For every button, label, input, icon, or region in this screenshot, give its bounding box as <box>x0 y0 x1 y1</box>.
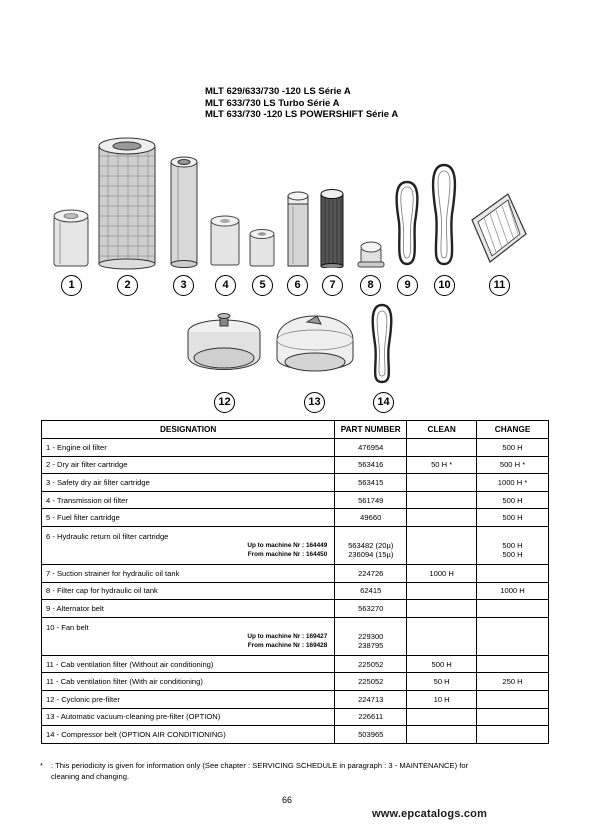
cell-designation: 4 - Transmission oil filter <box>42 491 335 509</box>
table-row <box>42 564 549 582</box>
part-number-badge-1: 1 <box>61 275 82 296</box>
cell-designation: 11 - Cab ventilation filter (Without air conditioning) <box>42 655 335 673</box>
column-header-change: CHANGE <box>477 421 549 439</box>
part-number-badge-8: 8 <box>360 275 381 296</box>
footnote-asterisk: * <box>40 761 43 770</box>
cell-part-number: 225052 <box>335 655 407 673</box>
cell-change: 500 H <box>477 509 549 527</box>
part-number-1: 229300 <box>358 631 384 641</box>
suction-strainer-image <box>318 186 346 268</box>
table-row <box>42 617 549 655</box>
part-number-badge-3: 3 <box>173 275 194 296</box>
table-row <box>42 456 549 474</box>
cell-designation: 13 - Automatic vacuum-cleaning pre-filter (OPTION) <box>42 708 335 726</box>
part-number-1: 563482 (20µ) <box>348 540 394 550</box>
table-row <box>42 708 549 726</box>
cell-part-number: 224726 <box>335 564 407 582</box>
part-number-badge-10: 10 <box>434 275 455 296</box>
table-row <box>42 474 549 492</box>
cell-designation: 1 - Engine oil filter <box>42 439 335 457</box>
cell-change <box>477 708 549 726</box>
part-number-badge-9: 9 <box>397 275 418 296</box>
column-header-designation: DESIGNATION <box>42 421 335 439</box>
table-row <box>42 526 549 564</box>
part-number-badge-6: 6 <box>287 275 308 296</box>
cyclonic-prefilter-image <box>184 312 264 386</box>
cell-clean <box>407 582 477 600</box>
cell-clean <box>407 600 477 618</box>
model-line-3: MLT 633/730 -120 LS POWERSHIFT Série A <box>205 109 399 120</box>
cell-part-number <box>335 617 407 655</box>
watermark: www.epcatalogs.com <box>372 808 488 820</box>
column-header-clean: CLEAN <box>407 421 477 439</box>
engine-oil-filter-image <box>52 206 90 268</box>
model-line-1: MLT 629/633/730 -120 LS Série A <box>205 86 351 97</box>
cell-clean: 10 H <box>407 690 477 708</box>
cell-part-number: 62415 <box>335 582 407 600</box>
vacuum-prefilter-image <box>273 304 357 386</box>
footnote-line-1: : This periodicity is given for information only (See chapter : SERVICING SCHEDULE in paragraph : 3 - MAINTENANCE) for <box>51 761 469 770</box>
cell-clean <box>407 509 477 527</box>
compressor-belt-image <box>368 302 396 386</box>
cell-clean <box>407 439 477 457</box>
cell-designation: 14 - Compressor belt (OPTION AIR CONDITIONING) <box>42 726 335 744</box>
cell-change: 1000 H <box>477 582 549 600</box>
cell-designation <box>42 617 335 655</box>
table-row <box>42 673 549 691</box>
cell-part-number: 563270 <box>335 600 407 618</box>
part-number-badge-12: 12 <box>214 392 235 413</box>
table-header-row <box>42 421 549 439</box>
cell-designation: 3 - Safety dry air filter cartridge <box>42 474 335 492</box>
cell-change <box>477 564 549 582</box>
cell-part-number: 563415 <box>335 474 407 492</box>
cell-clean: 50 H <box>407 673 477 691</box>
designation-sub-up-to: Up to machine Nr : 164449 <box>247 542 328 550</box>
cell-clean <box>407 617 477 655</box>
designation-sub-from: From machine Nr : 169428 <box>247 642 328 649</box>
designation-main: 10 - Fan belt <box>46 622 89 632</box>
cell-part-number: 49660 <box>335 509 407 527</box>
fan-belt-image <box>428 162 460 268</box>
part-number-badge-13: 13 <box>304 392 325 413</box>
table-row <box>42 600 549 618</box>
part-number-badge-4: 4 <box>215 275 236 296</box>
cell-part-number: 476954 <box>335 439 407 457</box>
cell-designation: 7 - Suction strainer for hydraulic oil tank <box>42 564 335 582</box>
column-header-part-number: PART NUMBER <box>335 421 407 439</box>
transmission-oil-filter-image <box>209 214 241 268</box>
cell-part-number: 561749 <box>335 491 407 509</box>
maintenance-parts-table <box>41 420 549 744</box>
safety-air-filter-image <box>168 154 200 268</box>
hydraulic-return-filter-image <box>286 190 310 268</box>
cell-change <box>477 617 549 655</box>
cell-change <box>477 655 549 673</box>
part-number-badge-2: 2 <box>117 275 138 296</box>
footnote-line-2: cleaning and changing. <box>51 772 130 781</box>
table-row <box>42 491 549 509</box>
designation-main: 6 - Hydraulic return oil filter cartridge <box>46 531 169 541</box>
cell-change <box>477 600 549 618</box>
cell-part-number <box>335 526 407 564</box>
part-number-2: 238795 <box>358 641 384 650</box>
cell-change <box>477 690 549 708</box>
filter-cap-image <box>357 238 385 270</box>
cell-designation <box>42 526 335 564</box>
cell-clean <box>407 526 477 564</box>
cell-part-number: 563416 <box>335 456 407 474</box>
change-2: 500 H <box>502 550 523 560</box>
change-1: 500 H <box>502 540 523 550</box>
fuel-filter-image <box>248 228 276 268</box>
cell-change: 1000 H * <box>477 474 549 492</box>
alternator-belt-image <box>393 178 421 268</box>
part-number-badge-7: 7 <box>322 275 343 296</box>
footnote <box>40 760 550 782</box>
cell-change: 500 H <box>477 439 549 457</box>
cab-ventilation-filter-image <box>468 190 530 266</box>
cell-clean: 50 H * <box>407 456 477 474</box>
cell-clean: 500 H <box>407 655 477 673</box>
table-row <box>42 655 549 673</box>
cell-clean <box>407 474 477 492</box>
cell-part-number: 503965 <box>335 726 407 744</box>
designation-sub-up-to: Up to machine Nr : 169427 <box>247 633 328 640</box>
page-number: 66 <box>282 795 293 805</box>
cell-clean <box>407 491 477 509</box>
model-line-2: MLT 633/730 LS Turbo Série A <box>205 97 340 109</box>
cell-part-number: 224713 <box>335 690 407 708</box>
table-row <box>42 582 549 600</box>
dry-air-filter-image <box>96 136 158 270</box>
table-row <box>42 726 549 744</box>
part-number-2: 236094 (15µ) <box>348 550 394 560</box>
part-number-badge-5: 5 <box>252 275 273 296</box>
cell-designation: 9 - Alternator belt <box>42 600 335 618</box>
cell-change <box>477 526 549 564</box>
designation-sub-from: From machine Nr : 164450 <box>247 551 328 559</box>
cell-designation: 8 - Filter cap for hydraulic oil tank <box>42 582 335 600</box>
cell-designation: 12 - Cyclonic pre-filter <box>42 690 335 708</box>
part-number-badge-14: 14 <box>373 392 394 413</box>
cell-change <box>477 726 549 744</box>
table-row <box>42 690 549 708</box>
cell-part-number: 225052 <box>335 673 407 691</box>
cell-clean <box>407 708 477 726</box>
cell-designation: 11 - Cab ventilation filter (With air conditioning) <box>42 673 335 691</box>
part-number-badge-11: 11 <box>489 275 510 296</box>
cell-designation: 5 - Fuel filter cartridge <box>42 509 335 527</box>
cell-clean <box>407 726 477 744</box>
table-row <box>42 439 549 457</box>
cell-change: 500 H * <box>477 456 549 474</box>
cell-clean: 1000 H <box>407 564 477 582</box>
table-row <box>42 509 549 527</box>
cell-change: 500 H <box>477 491 549 509</box>
cell-change: 250 H <box>477 673 549 691</box>
cell-designation: 2 - Dry air filter cartridge <box>42 456 335 474</box>
cell-part-number: 226611 <box>335 708 407 726</box>
